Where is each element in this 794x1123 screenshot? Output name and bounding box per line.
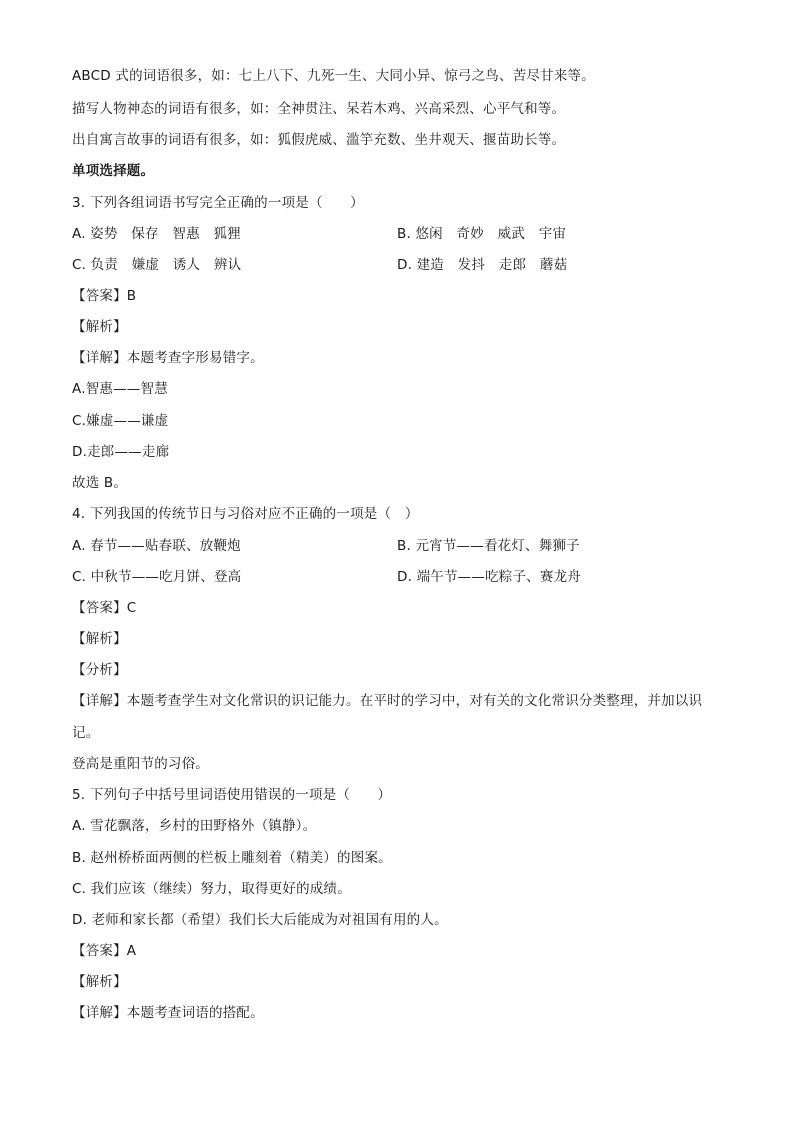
q3-analysis: 【解析】 [72, 319, 127, 335]
intro-line-1: ABCD 式的词语很多，如：七上八下、九死一生、大同小异、惊弓之鸟、苦尽甘来等。 [72, 68, 595, 84]
q5-option-a: A. 雪花飘落，乡村的田野格外（镇静）。 [72, 818, 317, 834]
q4-detail-line-1: 【详解】本题考查学生对文化常识的识记能力。在平时的学习中，对有关的文化常识分类整理，并加以识 [72, 693, 703, 709]
q5-option-c: C. 我们应该（继续）努力，取得更好的成绩。 [72, 881, 351, 897]
q3-conclusion: 故选 B。 [72, 475, 128, 491]
q5-answer: 【答案】A [72, 943, 137, 959]
q3-option-d: D. 建造 发抖 走郎 蘑菇 [397, 257, 568, 273]
intro-line-3: 出自寓言故事的词语有很多，如：狐假虎威、滥竽充数、坐井观天、揠苗助长等。 [72, 132, 566, 148]
q4-option-c: C. 中秋节——吃月饼、登高 [72, 569, 242, 585]
q3-stem: 3. 下列各组词语书写完全正确的一项是（ ） [72, 195, 364, 211]
q4-option-b: B. 元宵节——看花灯、舞狮子 [397, 538, 580, 554]
q5-analysis: 【解析】 [72, 974, 127, 990]
q4-option-a: A. 春节——贴春联、放鞭炮 [72, 538, 241, 554]
q3-detail: 【详解】本题考查字形易错字。 [72, 350, 264, 366]
q3-explain-c: C.嫌虚——谦虚 [72, 413, 169, 429]
q3-option-b: B. 悠闲 奇妙 威武 宇宙 [397, 226, 567, 242]
q4-stem: 4. 下列我国的传统节日与习俗对应不正确的一项是（ ） [72, 506, 419, 522]
q4-note: 登高是重阳节的习俗。 [72, 756, 209, 772]
q4-analysis: 【解析】 [72, 631, 127, 647]
q5-option-d: D. 老师和家长都（希望）我们长大后能成为对祖国有用的人。 [72, 912, 448, 928]
section-title: 单项选择题。 [72, 163, 155, 179]
q5-option-b: B. 赵州桥桥面两侧的栏板上雕刻着（精美）的图案。 [72, 850, 392, 866]
q3-option-a: A. 姿势 保存 智惠 狐狸 [72, 226, 241, 242]
q3-explain-a: A.智惠——智慧 [72, 381, 168, 397]
q4-answer: 【答案】C [72, 600, 137, 616]
q4-detail-line-2: 记。 [72, 725, 100, 741]
q5-stem: 5. 下列句子中括号里词语使用错误的一项是（ ） [72, 787, 392, 803]
q3-answer: 【答案】B [72, 288, 137, 304]
q3-option-c: C. 负责 嫌虚 诱人 辨认 [72, 257, 242, 273]
intro-line-2: 描写人物神态的词语有很多，如：全神贯注、呆若木鸡、兴高采烈、心平气和等。 [72, 101, 566, 117]
q3-explain-d: D.走郎——走廊 [72, 444, 170, 460]
q4-option-d: D. 端午节——吃粽子、赛龙舟 [397, 569, 581, 585]
q5-detail: 【详解】本题考查词语的搭配。 [72, 1005, 264, 1021]
q4-fenxi: 【分析】 [72, 662, 127, 678]
